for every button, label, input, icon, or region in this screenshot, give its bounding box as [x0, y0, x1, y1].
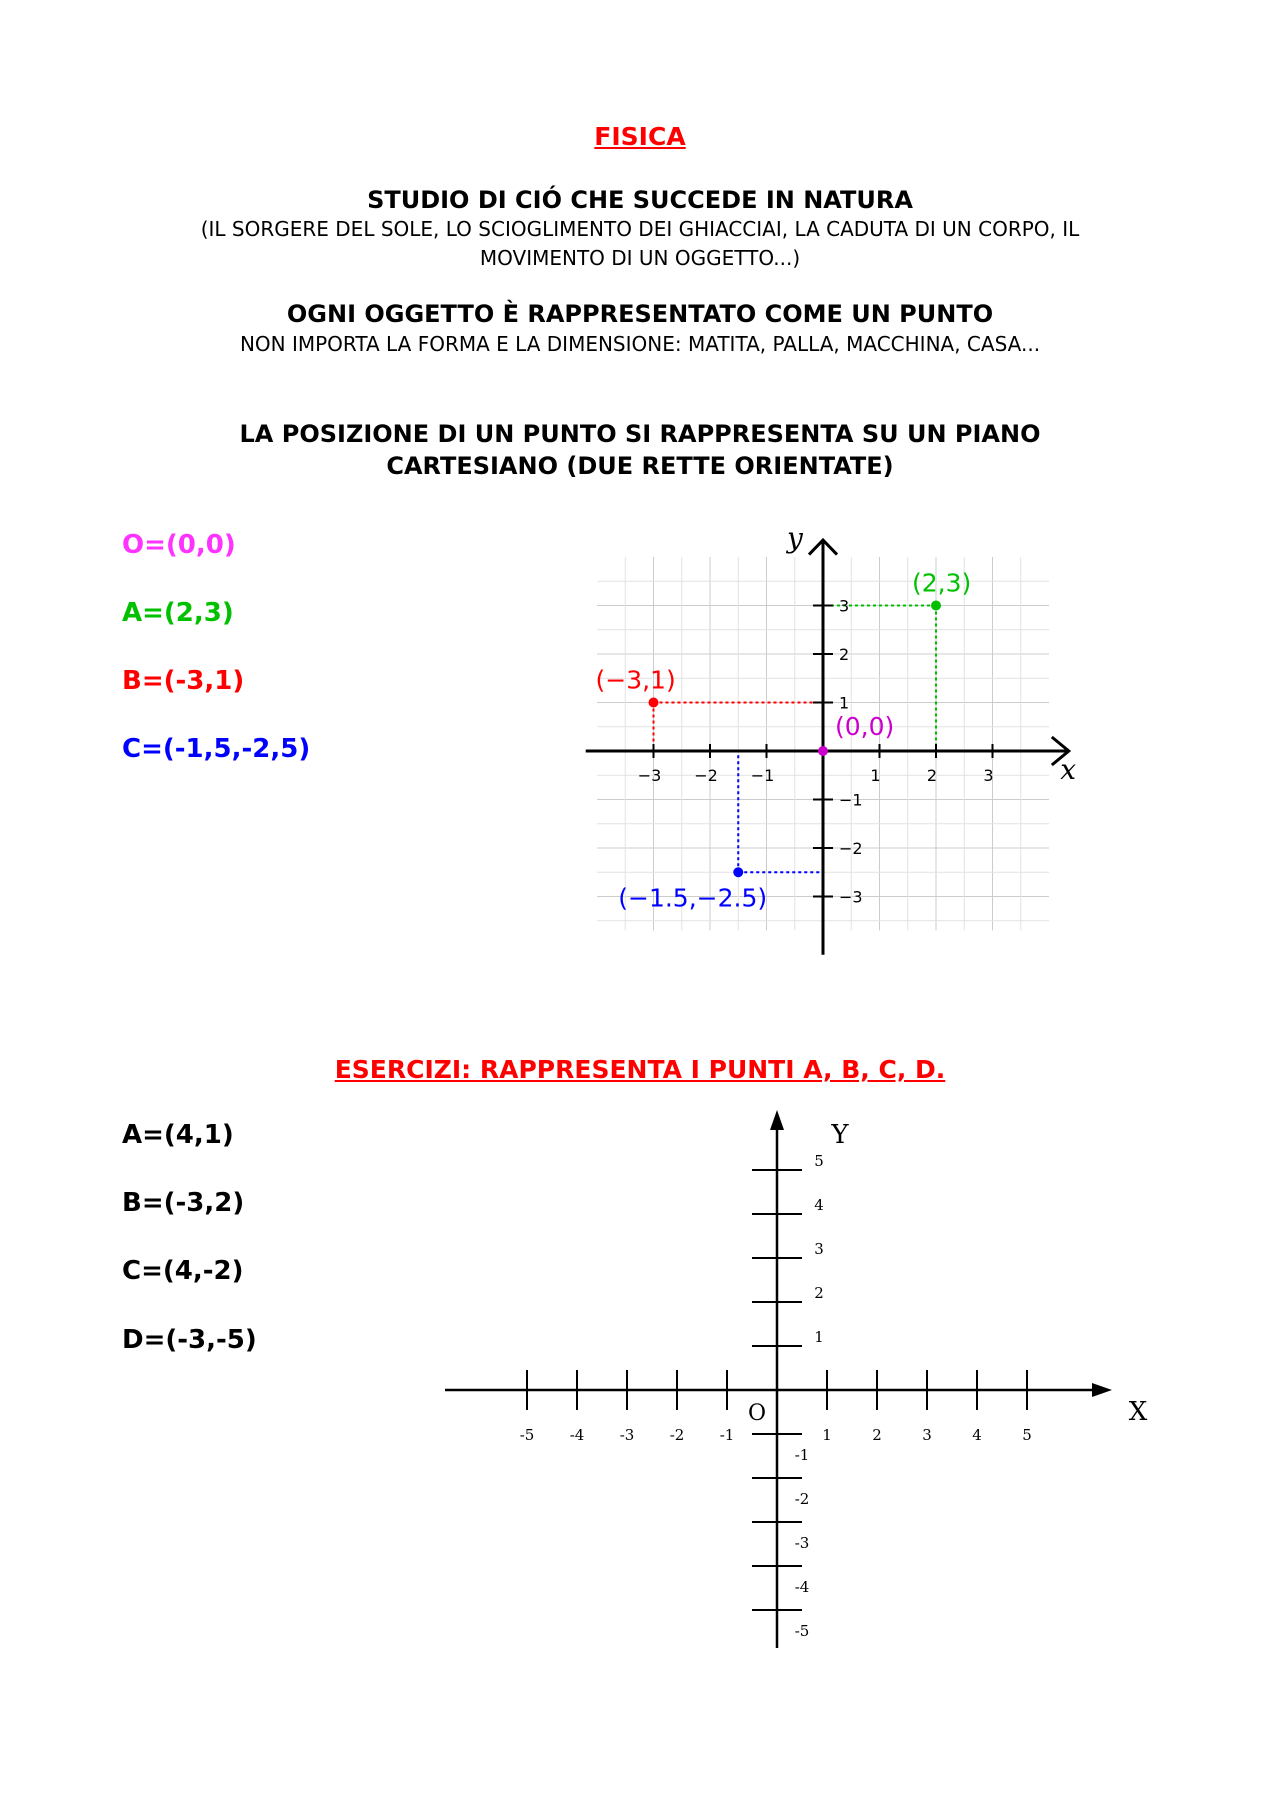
y-tick-label: 1 — [839, 693, 850, 713]
subtitle-nature-line2: MOVIMENTO DI UN OGGETTO...) — [479, 246, 801, 270]
point-B — [649, 698, 659, 708]
x-tick-label: 3 — [922, 1426, 932, 1444]
x-tick-label: 1 — [822, 1426, 832, 1444]
y-tick-label: 3 — [839, 596, 850, 616]
exercise-point-d: D=(-3,-5) — [122, 1325, 257, 1355]
x-axis-label: x — [1060, 753, 1077, 786]
x-tick-label: −2 — [694, 766, 718, 785]
heading-cartesian-line1: LA POSIZIONE DI UN PUNTO SI RAPPRESENTA SU UN PIANO — [239, 420, 1041, 448]
y-tick-label: 3 — [814, 1240, 824, 1258]
exercise-point-a: A=(4,1) — [122, 1120, 234, 1150]
x-tick-label: -4 — [569, 1426, 585, 1444]
exercise-title: ESERCIZI: RAPPRESENTA I PUNTI A, B, C, D. — [334, 1055, 946, 1084]
y-axis-label: Y — [831, 1120, 849, 1150]
exercise-chart-group — [445, 1110, 1148, 1648]
subtitle-point: NON IMPORTA LA FORMA E LA DIMENSIONE: MATITA, PALLA, MACCHINA, CASA... — [239, 332, 1041, 356]
x-axis-arrow — [1092, 1383, 1112, 1397]
y-tick-label: -3 — [794, 1534, 810, 1552]
y-tick-label: 5 — [814, 1152, 824, 1170]
exercise-point-b: B=(-3,2) — [122, 1188, 245, 1218]
y-tick-label: 2 — [814, 1284, 824, 1302]
point-label-A: (2,3) — [912, 568, 972, 598]
x-tick-label: -2 — [669, 1426, 685, 1444]
example-chart-group — [586, 521, 1077, 954]
y-tick-label: -4 — [794, 1578, 810, 1596]
y-tick-label: −3 — [839, 887, 863, 907]
y-tick-label: -5 — [794, 1622, 810, 1640]
point-a-label: A=(2,3) — [122, 598, 234, 628]
y-tick-label: −2 — [839, 839, 863, 858]
heading-point: OGNI OGGETTO È RAPPRESENTATO COME UN PUNTO — [286, 300, 994, 328]
exercise-point-c: C=(4,-2) — [122, 1256, 244, 1286]
point-A — [931, 601, 941, 611]
point-label-origin: (0,0) — [835, 712, 895, 741]
y-tick-label: 2 — [839, 645, 850, 664]
y-axis-label: y — [787, 521, 803, 555]
point-label-C: (−1.5,−2.5) — [618, 883, 768, 913]
point-c-label: C=(-1,5,-2,5) — [122, 734, 311, 764]
point-C — [733, 867, 743, 877]
x-tick-label: −3 — [637, 766, 662, 785]
y-tick-label: -2 — [794, 1490, 810, 1508]
point-origin — [818, 746, 828, 756]
y-tick-label: 1 — [814, 1328, 824, 1346]
x-tick-label: -1 — [719, 1426, 735, 1444]
y-tick-label: 4 — [814, 1196, 824, 1214]
origin-label: O — [747, 1401, 767, 1426]
x-tick-label: 1 — [870, 766, 881, 785]
y-tick-label: −1 — [839, 790, 863, 810]
x-tick-label: 3 — [983, 766, 994, 785]
subtitle-nature-line1: (IL SORGERE DEL SOLE, LO SCIOGLIMENTO DEI GHIACCIAI, LA CADUTA DI UN CORPO, IL — [200, 217, 1080, 241]
x-tick-label: 2 — [872, 1426, 882, 1444]
x-tick-label: -5 — [519, 1426, 535, 1444]
x-tick-label: −1 — [750, 766, 775, 785]
y-tick-label: -1 — [794, 1446, 810, 1464]
x-tick-label: 2 — [926, 766, 938, 785]
x-axis-label: X — [1128, 1397, 1148, 1427]
y-axis-arrow — [770, 1110, 784, 1130]
x-tick-label: -3 — [619, 1426, 635, 1444]
x-tick-label: 5 — [1022, 1426, 1032, 1444]
page-title: FISICA — [594, 122, 686, 151]
point-b-label: B=(-3,1) — [122, 666, 245, 696]
heading-cartesian-line2: CARTESIANO (DUE RETTE ORIENTATE) — [386, 452, 894, 480]
x-tick-label: 4 — [972, 1426, 982, 1444]
point-o-label: O=(0,0) — [122, 530, 236, 560]
heading-nature: STUDIO DI CIÓ CHE SUCCEDE IN NATURA — [367, 186, 913, 214]
point-label-B: (−3,1) — [595, 665, 676, 695]
